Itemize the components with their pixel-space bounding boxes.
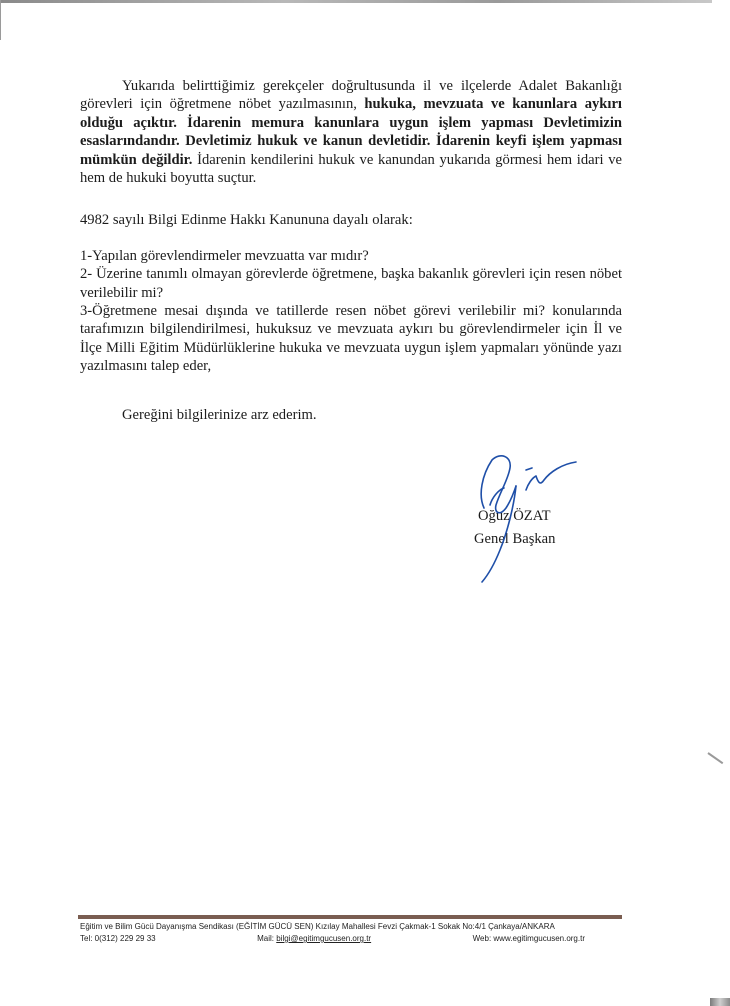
paragraph-text-1: Yukarıda belirttiğimiz gerekçeler doğrultusunda il ve ilçelerde Adalet Bakanlığı görevleri için öğretmene nöbet yazılmasının, (80, 78, 622, 113)
footer-contacts (80, 933, 625, 945)
scan-left-edge (0, 0, 1, 40)
footer-mail-label: Mail: (257, 934, 277, 943)
scan-artifact-mark (707, 752, 723, 764)
signature-block (470, 450, 640, 590)
scan-corner-mark (710, 998, 730, 1006)
signatory-name: Oğuz ÖZAT (478, 508, 551, 524)
request-intro: 4982 sayılı Bilgi Edinme Hakkı Kanununa dayalı olarak: (80, 212, 413, 229)
footer-mail (257, 933, 371, 945)
footer-organization-address: Eğitim ve Bilim Gücü Dayanışma Sendikası (EĞİTİM GÜCÜ SEN) Kızılay Mahallesi Fevzi Çakmak-1 Sokak No:4/1 Çankaya/ANKARA (80, 922, 555, 931)
question-1: 1-Yapılan görevlendirmeler mevzuatta var mıdır? (80, 247, 369, 264)
footer-web[interactable]: Web: www.egitimgucusen.org.tr (472, 934, 585, 943)
question-3: 3-Öğretmene mesai dışında ve tatillerde resen nöbet görevi verilebilir mi? konularında tarafımızın bilgilendirilmesi, hukuksuz ve mevzuata aykırı bu görevlendirmeler için İl ve İlçe Milli Eğitim Müdürlüklerine hukuka ve mevzuata uygun işlem yapmaları yönünde yazı yazılmasını talep eder, (80, 303, 622, 375)
paragraph-text-2: İdarenin kendilerini hukuk ve kanundan yukarıda görmesi hem idari ve hem de hukuki boyutta suçtur. (80, 151, 622, 187)
letterhead-footer (80, 921, 625, 945)
footer-rule (78, 915, 622, 919)
signatory-title: Genel Başkan (474, 531, 556, 547)
paragraph-reasoning (80, 77, 622, 187)
letter-body (80, 77, 622, 424)
closing-line: Gereğini bilgilerinize arz ederim. (122, 406, 317, 423)
question-2: 2- Üzerine tanımlı olmayan görevlerde öğretmene, başka bakanlık görevleri için resen nöbet verilebilir mi? (80, 266, 622, 301)
paragraph-bold-text: hukuka, mevzuata ve kanunlara aykırı olduğu açıktır. İdarenin memura kanunlara uygun işlem yapması Devletimizin esaslarındandır. Devletimiz hukuk ve kanun devletidir. İdarenin keyfi işlem yapması mümkün değildir. (80, 96, 622, 168)
questions-list (80, 247, 622, 376)
footer-mail-link[interactable]: bilgi@egitimgucusen.org.tr (276, 934, 372, 943)
scan-top-edge (0, 0, 712, 3)
handwritten-signature (470, 450, 640, 590)
footer-phone: Tel: 0(312) 229 29 33 (80, 934, 156, 943)
